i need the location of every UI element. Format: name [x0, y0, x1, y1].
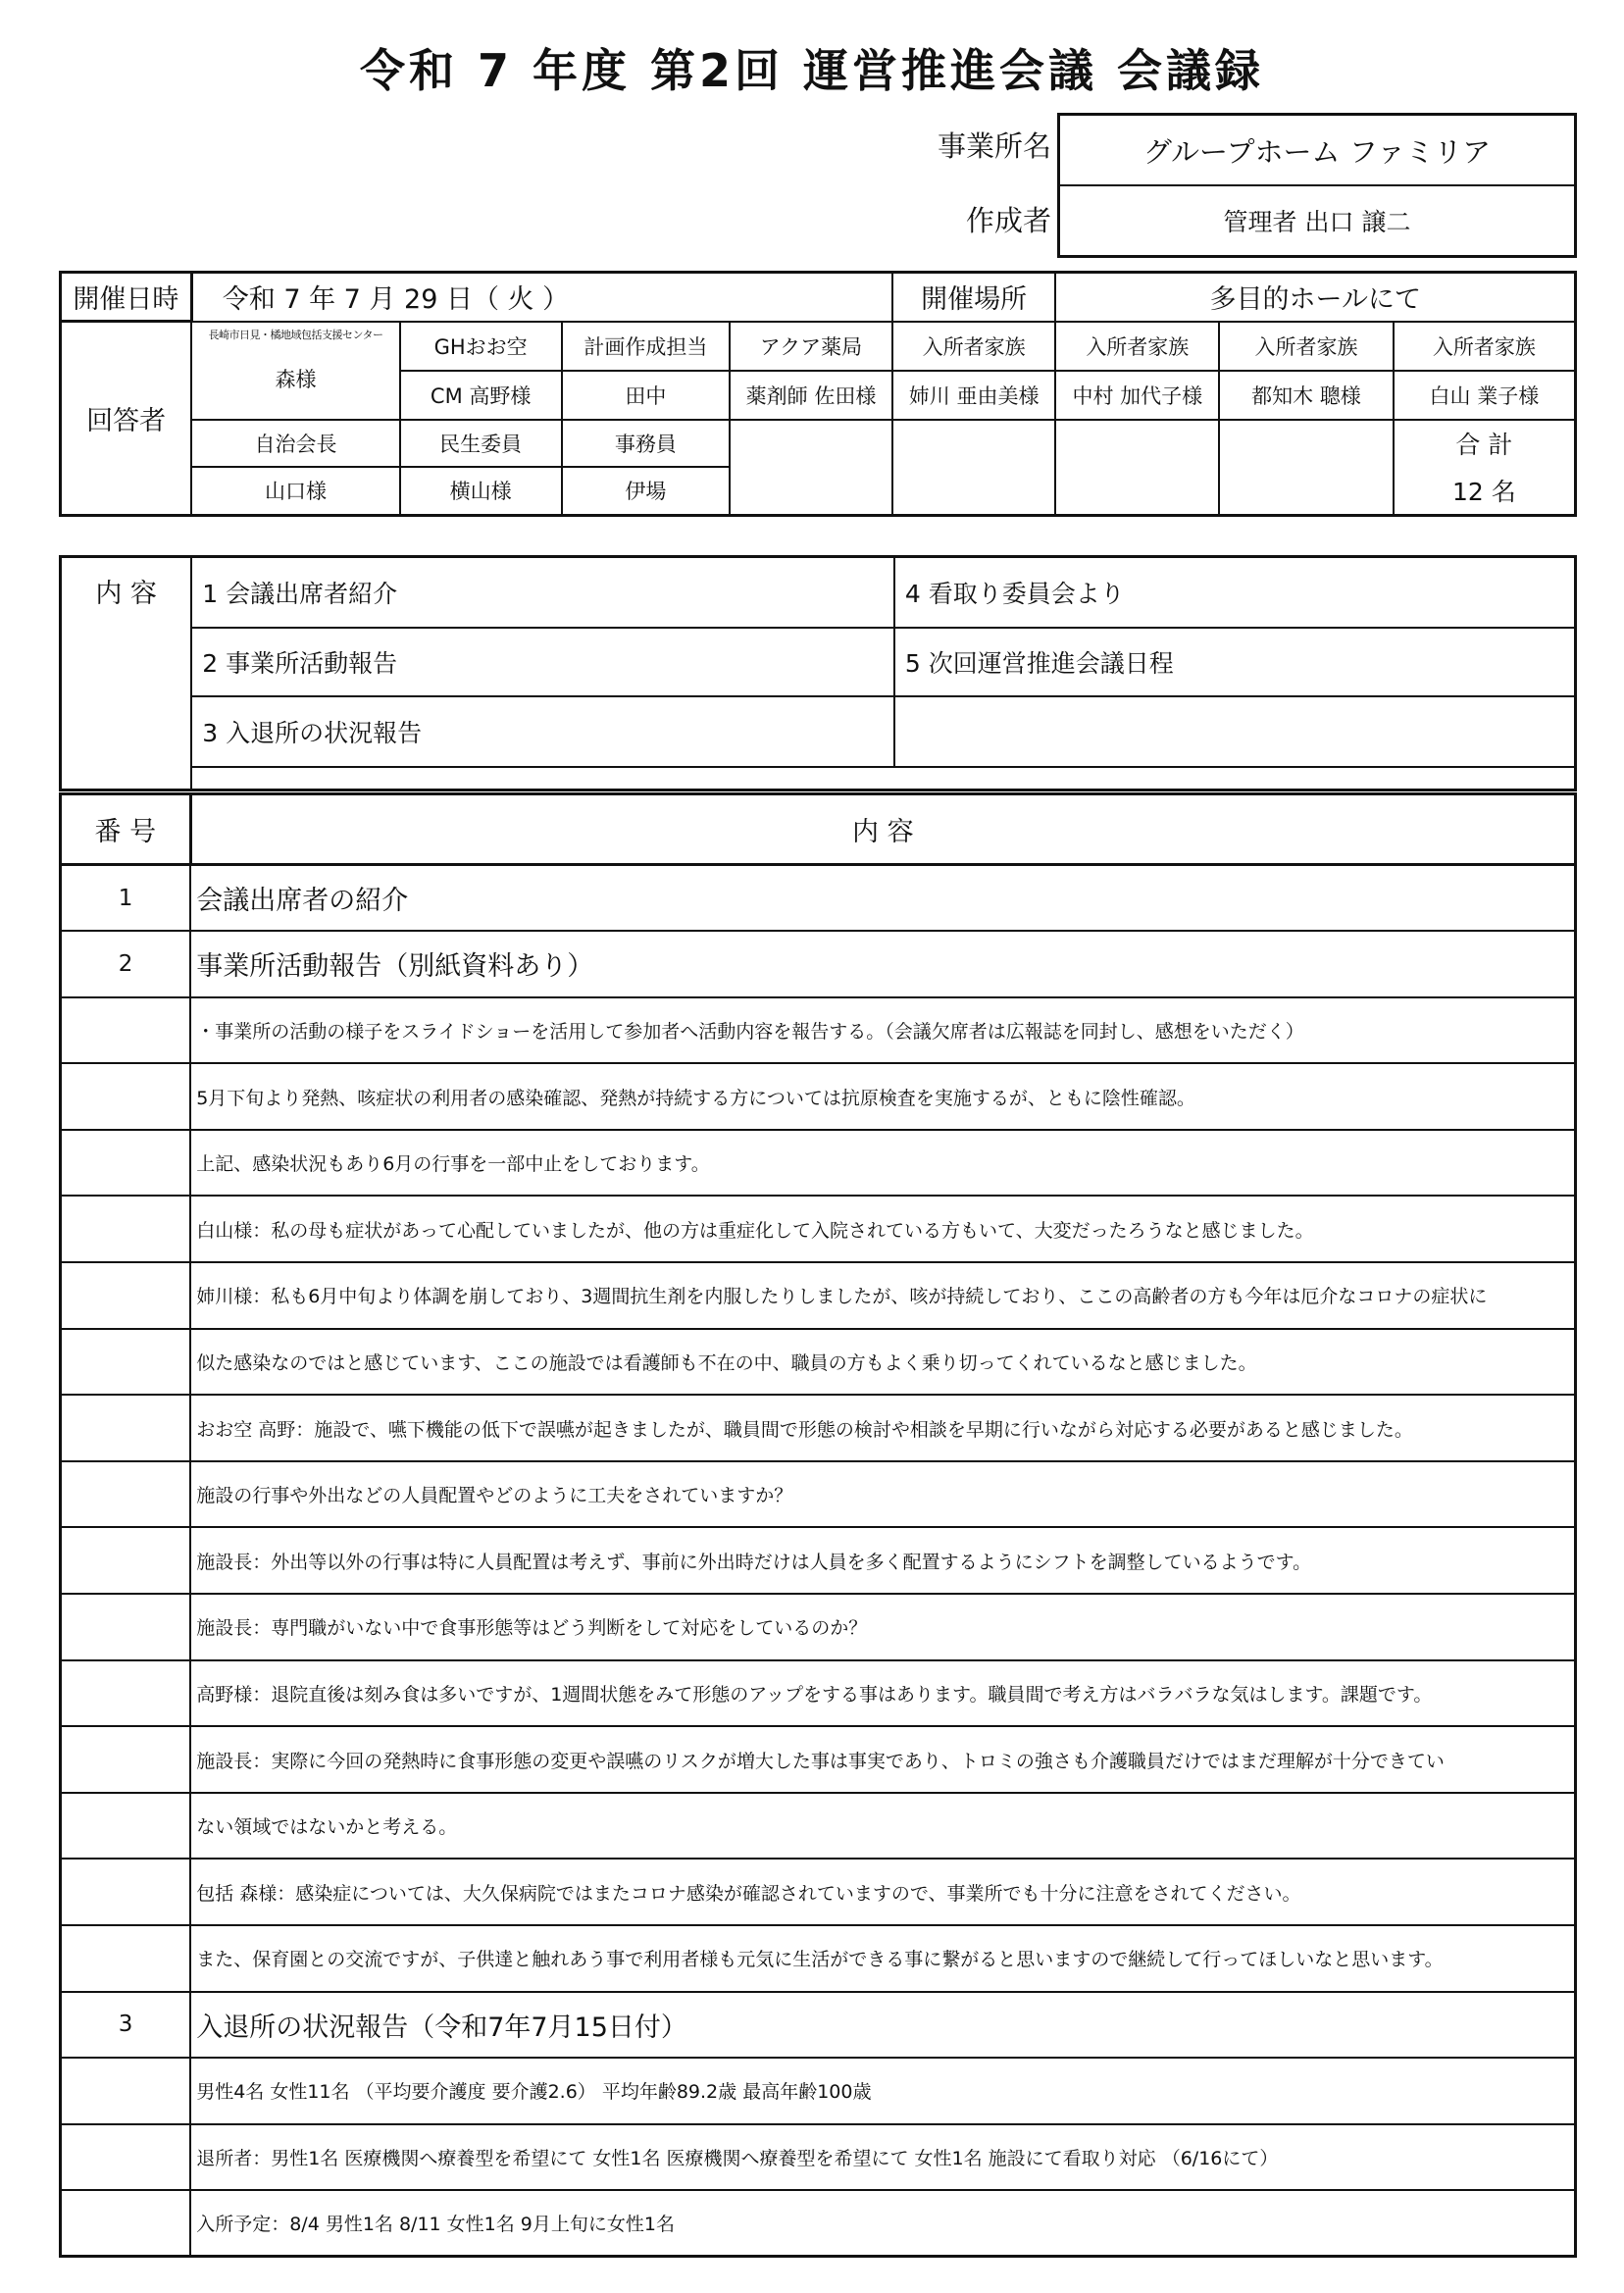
empty-cell — [892, 420, 1056, 516]
row-text: 施設長：実際に今回の発熱時に食事形態の変更や誤嚥のリスクが増大した事は事実であり、トロミの強さも介護職員だけではまだ理解が十分できてい — [190, 1726, 1575, 1793]
row-number — [61, 2190, 191, 2257]
row-number — [61, 1130, 191, 1197]
row-text: 施設の行事や外出などの人員配置やどのように工夫をされていますか？ — [190, 1461, 1575, 1528]
respondent-name: 姉川 亜由美様 — [892, 371, 1056, 420]
row-text: 退所者：男性1名 医療機関へ療養型を希望にて 女性1名 医療機関へ療養型を希望にて 女性1名 施設にて看取り対応 （6/16にて） — [190, 2124, 1575, 2191]
respondent-name: CM 高野様 — [400, 371, 562, 420]
minutes-row — [61, 1859, 1576, 1925]
col-content-header: 内 容 — [190, 794, 1575, 865]
author-name: 管理者 出口 譲二 — [1223, 208, 1411, 236]
row-text: また、保育園との交流ですが、子供達と触れあう事で利用者様も元気に生活ができる事に繋がると思いますので継続して行ってほしいなと思います。 — [190, 1925, 1575, 1992]
section-title: 事業所活動報告（別紙資料あり） — [190, 931, 1575, 997]
minutes-row — [61, 1329, 1576, 1396]
respondent-name: 田中 — [562, 371, 731, 420]
minutes-row — [61, 2124, 1576, 2191]
minutes-section-row — [61, 1992, 1576, 2059]
minutes-row — [61, 1262, 1576, 1329]
row-number: 1 — [61, 865, 191, 932]
row-text: ・事業所の活動の様子をスライドショーを活用して参加者へ活動内容を報告する。（会議欠席者は広報誌を同封し、感想をいただく） — [190, 997, 1575, 1064]
respondent-org: 長崎市日見・橘地域包括支援センター — [208, 328, 383, 341]
respondent-name: 都知木 聰様 — [1219, 371, 1394, 420]
office-name: グループホーム ファミリア — [1060, 116, 1574, 186]
minutes-row — [61, 1594, 1576, 1660]
meeting-info-table — [59, 271, 1577, 517]
row-text: 男性4名 女性11名 （平均要介護度 要介護2.6） 平均年齢89.2歳 最高年齢100歳 — [190, 2058, 1575, 2124]
minutes-row — [61, 1196, 1576, 1262]
agenda-item: 5 次回運営推進会議日程 — [894, 628, 1576, 696]
row-number — [61, 997, 191, 1064]
respondent-org: 入所者家族 — [892, 322, 1056, 371]
row-number — [61, 1395, 191, 1461]
minutes-row — [61, 1063, 1576, 1130]
agenda-table — [59, 555, 1577, 791]
respondent-name: 白山 業子様 — [1394, 371, 1576, 420]
row-number — [61, 1859, 191, 1925]
row-number — [61, 1726, 191, 1793]
row-text: 5月下旬より発熱、咳症状の利用者の感染確認、発熱が持続する方については抗原検査を実施するが、ともに陰性確認。 — [190, 1063, 1575, 1130]
minutes-table — [59, 792, 1577, 2258]
respondents-label: 回答者 — [61, 322, 192, 516]
respondent-org: 計画作成担当 — [562, 322, 731, 371]
row-number: 2 — [61, 931, 191, 997]
respondent-org: 自治会長 — [191, 420, 400, 467]
office-author-box — [1057, 113, 1577, 258]
respondent-name: 森様 — [275, 367, 317, 391]
section-title: 入退所の状況報告（令和7年7月15日付） — [190, 1992, 1575, 2059]
respondent-org: 事務員 — [562, 420, 731, 467]
row-number — [61, 1461, 191, 1528]
row-text: 入所予定：8/4 男性1名 8/11 女性1名 9月上旬に女性1名 — [190, 2190, 1575, 2257]
col-number-header: 番 号 — [61, 794, 191, 865]
agenda-item: 2 事業所活動報告 — [191, 628, 894, 696]
respondent-org: 入所者家族 — [1394, 322, 1576, 371]
row-number — [61, 1594, 191, 1660]
minutes-row — [61, 1660, 1576, 1727]
minutes-row — [61, 1461, 1576, 1528]
respondent-name: 薬剤師 佐田様 — [730, 371, 892, 420]
empty-cell — [730, 420, 892, 516]
minutes-row — [61, 1925, 1576, 1992]
respondent-name: 横山様 — [400, 467, 562, 516]
row-text: 高野様：退院直後は刻み食は多いですが、1週間状態をみて形態のアップをする事はあります。職員間で考え方はバラバラな気はします。課題です。 — [190, 1660, 1575, 1727]
respondent-org: 入所者家族 — [1219, 322, 1394, 371]
row-text: 似た感染なのではと感じています、ここの施設では看護師も不在の中、職員の方もよく乗り切ってくれているなと感じました。 — [190, 1329, 1575, 1396]
office-label: 事業所名 — [937, 129, 1051, 163]
minutes-row — [61, 997, 1576, 1064]
row-number — [61, 1793, 191, 1860]
row-number — [61, 1527, 191, 1594]
respondent-cell — [191, 322, 400, 420]
row-number — [61, 1262, 191, 1329]
minutes-section-row — [61, 865, 1576, 932]
row-text: おお空 高野：施設で、嚥下機能の低下で誤嚥が起きましたが、職員間で形態の検討や相談を早期に行いながら対応する必要があると感じました。 — [190, 1395, 1575, 1461]
minutes-row — [61, 1527, 1576, 1594]
date-value: 令和 7 年 7 月 29 日（ 火 ） — [191, 273, 892, 322]
agenda-label: 内 容 — [61, 557, 192, 790]
empty-cell — [894, 696, 1576, 767]
respondent-name: 中村 加代子様 — [1055, 371, 1219, 420]
total-value: 12 名 — [1394, 467, 1576, 516]
row-text: ない領域ではないかと考える。 — [190, 1793, 1575, 1860]
row-number — [61, 1329, 191, 1396]
respondent-org: アクア薬局 — [730, 322, 892, 371]
place-value: 多目的ホールにて — [1055, 273, 1575, 322]
row-text: 白山様：私の母も症状があって心配していましたが、他の方は重症化して入院されている方もいて、大変だったろうなと感じました。 — [190, 1196, 1575, 1262]
respondent-org: GHおお空 — [400, 322, 562, 371]
minutes-row — [61, 2190, 1576, 2257]
row-text: 施設長：専門職がいない中で食事形態等はどう判断をして対応をしているのか？ — [190, 1594, 1575, 1660]
minutes-section-row — [61, 931, 1576, 997]
minutes-row — [61, 2058, 1576, 2124]
author-label: 作成者 — [965, 204, 1051, 237]
minutes-row — [61, 1395, 1576, 1461]
row-number — [61, 1925, 191, 1992]
row-text: 上記、感染状況もあり6月の行事を一部中止をしております。 — [190, 1130, 1575, 1197]
row-text: 施設長：外出等以外の行事は特に人員配置は考えず、事前に外出時だけは人員を多く配置するようにシフトを調整しているようです。 — [190, 1527, 1575, 1594]
row-number — [61, 2124, 191, 2191]
row-number — [61, 1660, 191, 1727]
row-number: 3 — [61, 1992, 191, 2059]
minutes-row — [61, 1130, 1576, 1197]
section-title: 会議出席者の紹介 — [190, 865, 1575, 932]
minutes-row — [61, 1793, 1576, 1860]
empty-cell — [1219, 420, 1394, 516]
respondent-name: 伊場 — [562, 467, 731, 516]
row-number — [61, 2058, 191, 2124]
respondent-org: 民生委員 — [400, 420, 562, 467]
empty-cell — [1055, 420, 1219, 516]
total-label: 合 計 — [1394, 420, 1576, 467]
row-text: 姉川様：私も6月中旬より体調を崩しており、3週間抗生剤を内服したりしましたが、咳が持続しており、ここの高齢者の方も今年は厄介なコロナの症状に — [190, 1262, 1575, 1329]
place-label: 開催場所 — [892, 273, 1056, 322]
row-number — [61, 1063, 191, 1130]
row-number — [61, 1196, 191, 1262]
agenda-item: 4 看取り委員会より — [894, 557, 1576, 628]
row-text: 包括 森様：感染症については、大久保病院ではまたコロナ感染が確認されていますので、事業所でも十分に注意をされてください。 — [190, 1859, 1575, 1925]
agenda-item: 3 入退所の状況報告 — [191, 696, 894, 767]
date-label: 開催日時 — [61, 273, 192, 322]
agenda-item: 1 会議出席者紹介 — [191, 557, 894, 628]
document-title: 令和 7 年度 第2回 運営推進会議 会議録 — [359, 44, 1265, 97]
respondent-org: 入所者家族 — [1055, 322, 1219, 371]
minutes-row — [61, 1726, 1576, 1793]
respondent-name: 山口様 — [191, 467, 400, 516]
spacer-row — [191, 767, 1575, 790]
